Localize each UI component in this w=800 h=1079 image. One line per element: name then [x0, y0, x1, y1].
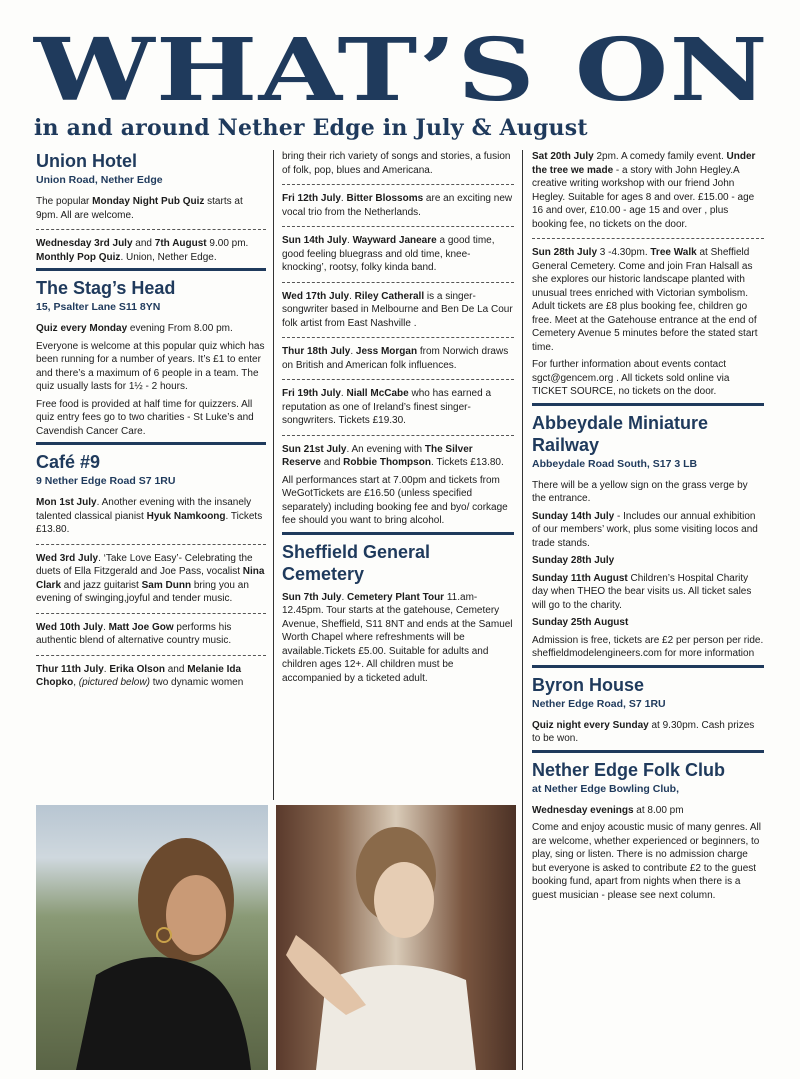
divider: [282, 282, 514, 283]
venue-description: There will be a yellow sign on the grass verge by the entrance.: [532, 479, 748, 504]
event-entry: Mon 1st July. Another evening with the insanely talented classical pianist Hyuk Namkoong. Tickets £13.80.: [36, 497, 263, 535]
venue-description: Free food is provided at half time for quizzers. All quiz entry fees go to two charities - St Luke’s and Cavendish Cancer Care.: [36, 398, 254, 437]
venue-address: at Nether Edge Bowling Club,: [532, 782, 680, 795]
event-entry: Fri 12th July. Bitter Blossoms are an exciting new vocal trio from the Netherlands.: [282, 193, 513, 218]
venue-address: 15, Psalter Lane S11 8YN: [36, 301, 161, 313]
event-entry: Sun 28th July 3 -4.30pm. Tree Walk at Sheffield General Cemetery. Come and join Fran Halsall as she explores our historic landscape planted with unusual trees enriched with Victorian symbolism. Adult tickets are £8 plus booking fee, children go free. Meet at the Gatehouse entrance at the end of Cemetery Avenue 5 minutes before the stated start time.: [532, 247, 758, 353]
divider: [36, 229, 266, 230]
photo-left-illustration: [36, 805, 268, 1070]
divider: [282, 184, 514, 185]
column-2: [282, 150, 514, 689]
venue-name-folk-club: Nether Edge Folk Club: [532, 759, 726, 780]
section-divider: [36, 268, 266, 271]
event-entry: Fri 19th July. Niall McCabe who has earned a reputation as one of Ireland’s finest singer-songwriters. Tickets £19.30.: [282, 388, 491, 426]
page-title: WHAT’S ON: [34, 20, 769, 121]
section-divider: [282, 532, 514, 535]
divider: [36, 655, 266, 656]
section-divider: [36, 442, 266, 445]
event-entry: Wed 10th July. Matt Joe Gow performs his authentic blend of alternative country music.: [36, 621, 232, 646]
page-subtitle: in and around Nether Edge in July & August: [34, 115, 588, 141]
column-divider: [522, 150, 523, 1070]
divider: [282, 379, 514, 380]
venue-name-stags-head: The Stag’s Head: [36, 278, 176, 298]
divider: [36, 613, 266, 614]
venue-description: Admission is free, tickets are £2 per person per ride. sheffieldmodelengineers.com for more information: [532, 634, 764, 659]
photo-performer-left: [36, 805, 268, 1070]
event-entry: Sunday 14th July - Includes our annual exhibition of our members’ work, plus some visiting locos and trade stands.: [532, 510, 758, 549]
section-divider: [532, 665, 764, 668]
photo-performer-right: [276, 805, 516, 1070]
event-entry: Wednesday 3rd July and 7th August 9.00 pm. Monthly Pop Quiz. Union, Nether Edge.: [36, 238, 249, 263]
event-entry: Quiz every Monday evening From 8.00 pm.: [36, 323, 233, 334]
venue-name-byron-house: Byron House: [532, 674, 645, 695]
event-entry: Wed 3rd July. ‘Take Love Easy’- Celebrating the duets of Ella Fitzgerald and Joe Pass, vocalist Nina Clark and jazz guitarist Sam Dunn bring you an evening of swinging,joyful and tender music.: [36, 552, 265, 604]
event-entry: Sun 14th July. Wayward Janeare a good time, good feeling bluegrass and old time, knee-knocking’, rootsy, folky kinda band.: [282, 235, 495, 273]
venue-address: 9 Nether Edge Road S7 1RU: [36, 475, 176, 487]
venue-address: Abbeydale Road South, S17 3 LB: [532, 457, 698, 470]
ticket-note: All performances start at 7.00pm and tickets from WeGotTickets are £16.50 (unless specified separately) including booking fee and byo/ corkage fee should you want to bring alcohol.: [282, 474, 508, 526]
event-entry: Wed 17th July. Riley Catherall is a singer-songwriter based in Melbourne and Ben De La Cour folk artist from East Nashville .: [282, 290, 513, 329]
venue-description: Everyone is welcome at this popular quiz which has been running for a number of years. It’s £1 to enter and there’s a maximum of 6 people in a team. The quiz usually lasts for 1½ - 2 hours.: [36, 340, 265, 392]
venue-name-cemetery: Sheffield General Cemetery: [282, 541, 431, 584]
event-entry: Sunday 28th July: [532, 555, 615, 566]
event-entry-continued: bring their rich variety of songs and stories, a fusion of folk, pop, blues and Americana.: [282, 151, 511, 176]
venue-name-railway: Abbeydale Miniature Railway: [532, 412, 709, 455]
venue-address: Nether Edge Road, S7 1RU: [532, 697, 666, 710]
event-entry: Thur 11th July. Erika Olson and Melanie Ida Chopko, (pictured below) two dynamic women: [36, 663, 244, 688]
divider: [282, 435, 514, 436]
column-divider: [273, 150, 274, 800]
event-entry: Sun 7th July. Cemetery Plant Tour 11.am-12.45pm. Tour starts at the gatehouse, Cemetery Avenue, Sheffield, S11 8NT and ends at the Samuel Worth Chapel where refreshments will be available.Tickets £5.00. Suitable for adults and children ages 12+. All children must be accompanied by a ticketed adult.: [282, 591, 513, 684]
event-entry: Sunday 25th August: [532, 617, 629, 628]
section-divider: [532, 750, 764, 753]
column-3: [532, 150, 764, 906]
divider: [282, 226, 514, 227]
event-entry: Thur 18th July. Jess Morgan from Norwich draws on British and American folk influences.: [282, 346, 509, 371]
photo-right-illustration: [276, 805, 516, 1070]
column-1: [36, 150, 266, 694]
venue-description: Come and enjoy acoustic music of many genres. All are welcome, whether experienced or beginners, to play, sing or listen. There is no admission charge but everyone is asked to contribute £2 to the guest booking fund, apart from nights when there is a guest musician - please see next column.: [532, 822, 761, 901]
venue-address: Union Road, Nether Edge: [36, 174, 163, 186]
venue-name-union-hotel: Union Hotel: [36, 151, 137, 171]
event-entry: Sun 21st July. An evening with The Silver Reserve and Robbie Thompson. Tickets £13.80.: [282, 443, 504, 468]
event-entry: Wednesday evenings at 8.00 pm: [532, 804, 684, 816]
event-entry: Sat 20th July 2pm. A comedy family event. Under the tree we made - a story with John Hegley.A creative writing workshop with our friend John Hegley. Suitable for ages 8 and over. £15.00 - age 16 and over, £10.00 - age 15 and over , plus booking fee, no tickets on the door.: [532, 151, 756, 230]
photo-strip: [36, 805, 516, 1070]
divider: [36, 544, 266, 545]
divider: [282, 337, 514, 338]
divider: [532, 238, 764, 239]
event-entry: Quiz night every Sunday at 9.30pm. Cash prizes to be won.: [532, 719, 755, 744]
event-entry: Sunday 11th August Children’s Hospital Charity day when THEO the bear visits us. All ticket sales will go to the charity.: [532, 572, 752, 611]
contact-info: For further information about events contact sgct@gencem.org . All tickets sold online via TICKET SOURCE, no tickets on the door.: [532, 359, 730, 397]
section-divider: [532, 403, 764, 406]
venue-name-cafe9: Café #9: [36, 452, 101, 472]
event-entry: The popular Monday Night Pub Quiz starts at 9pm. All are welcome.: [36, 196, 243, 221]
